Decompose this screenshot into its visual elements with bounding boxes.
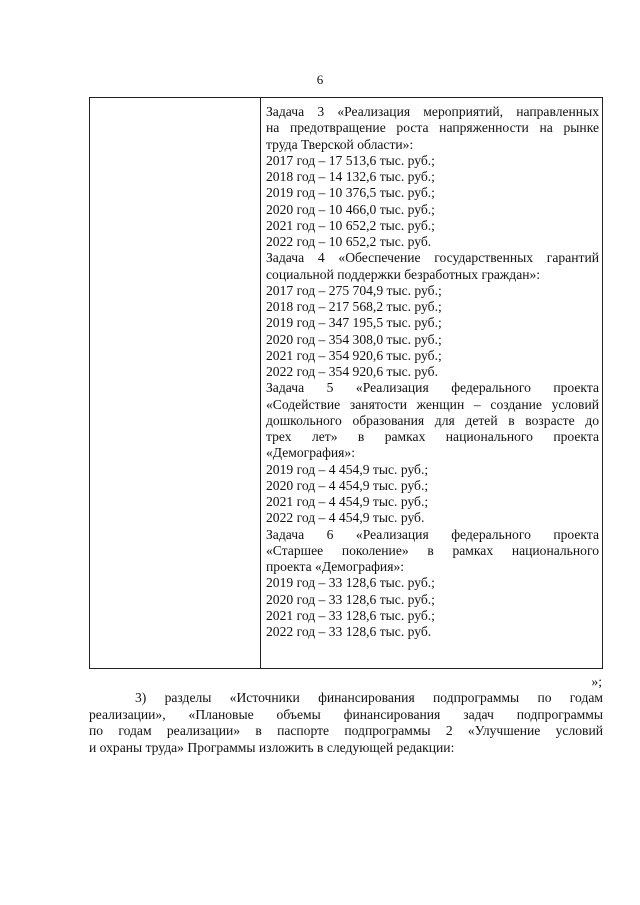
paragraph-text-line: и охраны труда» Программы изложить в следующей редакции: [89, 739, 455, 755]
cell-text-line: проекта «Демография»: [266, 559, 405, 574]
paragraph-text-line: по годам реализации» в паспорте подпрограммы 2 «Улучшение условий [89, 723, 603, 738]
paragraph-text-line: реализации», «Плановые объемы финансирования задач подпрограммы [89, 706, 603, 722]
cell-text-line: «Старшее поколение» в рамках национального [266, 542, 599, 558]
cell-text-line: трех лет» в рамках национального проекта [266, 429, 599, 444]
cell-text-line: 2017 год – 17 513,6 тыс. руб.; [266, 152, 435, 168]
cell-text-line: 2021 год – 10 652,2 тыс. руб.; [266, 217, 435, 233]
cell-text-line: «Содействие занятости женщин – создание условий [266, 396, 599, 412]
cell-text-line: 2018 год – 217 568,2 тыс. руб.; [266, 299, 442, 314]
cell-text-line: 2019 год – 10 376,5 тыс. руб.; [266, 185, 435, 201]
cell-text-line: «Демография»: [266, 445, 355, 461]
cell-text-line: 2021 год – 33 128,6 тыс. руб.; [266, 607, 435, 623]
cell-text-line: 2020 год – 10 466,0 тыс. руб.; [266, 201, 435, 217]
cell-text-line: 2020 год – 33 128,6 тыс. руб.; [266, 591, 435, 607]
cell-text-line: 2021 год – 4 454,9 тыс. руб.; [266, 494, 429, 509]
funding-table [89, 97, 603, 669]
cell-text-line: 2020 год – 4 454,9 тыс. руб.; [266, 477, 429, 493]
cell-text-line: Задача 6 «Реализация федерального проекта [266, 526, 599, 542]
column-divider [260, 98, 261, 668]
right-cell-funding-text [266, 104, 599, 640]
page-number: 6 [316, 72, 324, 87]
paragraph-text-line: 3) разделы «Источники финансирования подпрограммы по годам [135, 690, 603, 705]
cell-text-line: дошкольного образования для детей в возрасте до [266, 412, 599, 428]
cell-text-line: 2017 год – 275 704,9 тыс. руб.; [266, 282, 442, 298]
cell-text-line: 2020 год – 354 308,0 тыс. руб.; [266, 331, 442, 347]
cell-text-line: 2022 год – 33 128,6 тыс. руб. [266, 624, 432, 639]
cell-text-line: на предотвращение роста напряженности на рынке [266, 120, 599, 136]
cell-text-line: 2019 год – 33 128,6 тыс. руб.; [266, 575, 435, 591]
cell-text-line: 2021 год – 354 920,6 тыс. руб.; [266, 347, 442, 363]
cell-text-line: 2019 год – 4 454,9 тыс. руб.; [266, 461, 429, 477]
cell-text-line: Задача 4 «Обеспечение государственных гарантий [266, 250, 599, 266]
cell-text-line: социальной поддержки безработных граждан»: [266, 266, 541, 282]
closing-quote-mark: »; [591, 674, 602, 689]
cell-text-line: Задача 5 «Реализация федерального проекта [266, 380, 599, 396]
cell-text-line: 2022 год – 10 652,2 тыс. руб. [266, 234, 432, 249]
cell-text-line: 2022 год – 4 454,9 тыс. руб. [266, 510, 425, 526]
cell-text-line: 2019 год – 347 195,5 тыс. руб.; [266, 315, 442, 331]
amendment-paragraph [89, 690, 603, 756]
cell-text-line: 2018 год – 14 132,6 тыс. руб.; [266, 169, 435, 184]
cell-text-line: 2022 год – 354 920,6 тыс. руб. [266, 364, 438, 379]
cell-text-line: Задача 3 «Реализация мероприятий, направленных [266, 104, 599, 119]
cell-text-line: труда Тверской области»: [266, 136, 414, 152]
